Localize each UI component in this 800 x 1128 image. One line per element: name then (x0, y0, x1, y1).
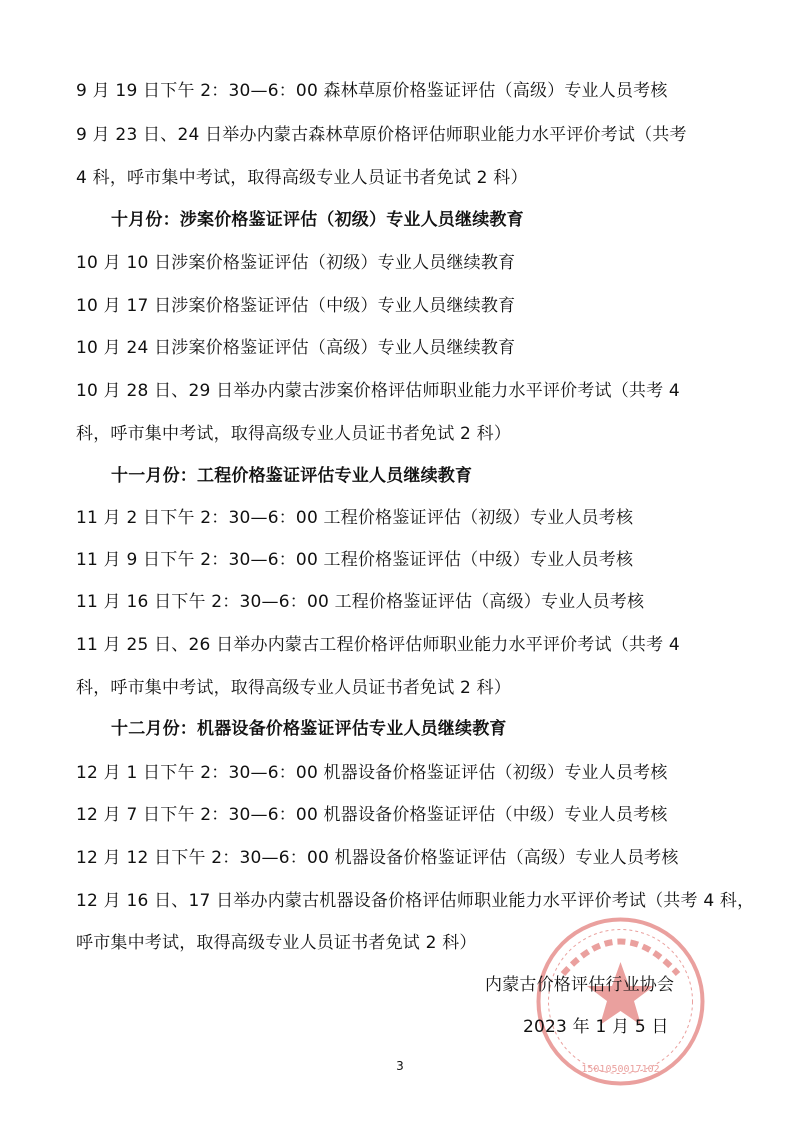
section-heading-december: 十二月份：机器设备价格鉴证评估专业人员继续教育 (111, 719, 507, 739)
schedule-line: 9 月 19 日下午 2：30—6：00 森林草原价格鉴证评估（高级）专业人员考核 (76, 81, 668, 101)
schedule-line: 科，呼市集中考试，取得高级专业人员证书者免试 2 科） (76, 678, 512, 698)
schedule-line: 4 科，呼市集中考试，取得高级专业人员证书者免试 2 科） (76, 168, 528, 188)
issuing-organization: 内蒙古价格评估行业协会 (485, 975, 675, 995)
schedule-line: 11 月 2 日下午 2：30—6：00 工程价格鉴证评估（初级）专业人员考核 (76, 508, 634, 528)
schedule-line: 11 月 9 日下午 2：30—6：00 工程价格鉴证评估（中级）专业人员考核 (76, 550, 634, 570)
schedule-line: 12 月 16 日、17 日举办内蒙古机器设备价格评估师职业能力水平评价考试（共考 4 科， (76, 891, 755, 911)
schedule-line: 10 月 17 日涉案价格鉴证评估（中级）专业人员继续教育 (76, 296, 516, 316)
schedule-line: 10 月 28 日、29 日举办内蒙古涉案价格评估师职业能力水平评价考试（共考 4 (76, 381, 680, 401)
schedule-line: 11 月 16 日下午 2：30—6：00 工程价格鉴证评估（高级）专业人员考核 (76, 592, 645, 612)
section-heading-november: 十一月份：工程价格鉴证评估专业人员继续教育 (111, 466, 473, 486)
schedule-line: 12 月 7 日下午 2：30—6：00 机器设备价格鉴证评估（中级）专业人员考核 (76, 805, 668, 825)
schedule-line: 10 月 24 日涉案价格鉴证评估（高级）专业人员继续教育 (76, 338, 516, 358)
schedule-line: 9 月 23 日、24 日举办内蒙古森林草原价格评估师职业能力水平评价考试（共考 (76, 125, 687, 145)
schedule-line: 12 月 1 日下午 2：30—6：00 机器设备价格鉴证评估（初级）专业人员考核 (76, 763, 668, 783)
page-number: 3 (396, 1059, 404, 1073)
issue-date: 2023 年 1 月 5 日 (523, 1017, 669, 1037)
schedule-line: 科，呼市集中考试，取得高级专业人员证书者免试 2 科） (76, 424, 512, 444)
schedule-line: 呼市集中考试，取得高级专业人员证书者免试 2 科） (76, 933, 477, 953)
schedule-line: 12 月 12 日下午 2：30—6：00 机器设备价格鉴证评估（高级）专业人员考核 (76, 848, 679, 868)
seal-number: 1501050017102 (581, 1064, 660, 1075)
schedule-line: 11 月 25 日、26 日举办内蒙古工程价格评估师职业能力水平评价考试（共考 4 (76, 635, 680, 655)
schedule-line: 10 月 10 日涉案价格鉴证评估（初级）专业人员继续教育 (76, 253, 516, 273)
section-heading-october: 十月份：涉案价格鉴证评估（初级）专业人员继续教育 (111, 210, 524, 230)
